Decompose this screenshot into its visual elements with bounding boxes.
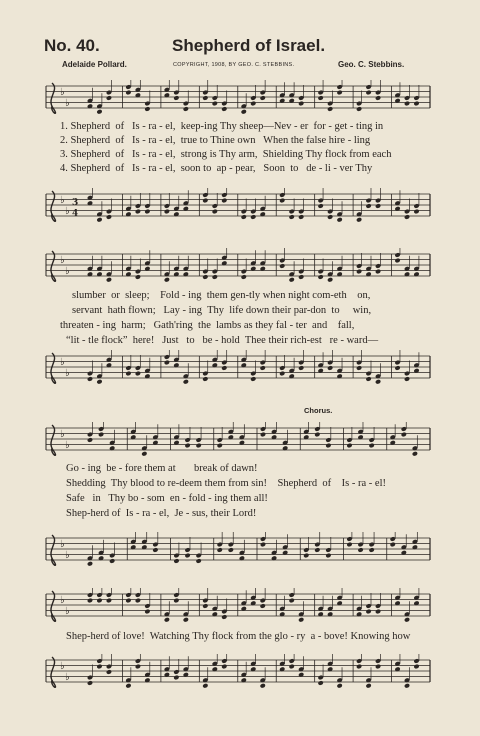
verse-line: servant hath flown; Lay - ing Thy life down their par-don to win,	[72, 305, 372, 316]
copyright-notice: COPYRIGHT, 1908, BY GEO. C. STEBBINS.	[173, 62, 295, 68]
verse-line: Shep-herd of love! Watching Thy flock from the glo - ry a - bove! Knowing how	[66, 631, 411, 642]
svg-text:4: 4	[72, 209, 79, 219]
svg-text:♭: ♭	[60, 255, 65, 266]
verse-line: slumber or sleep; Fold - ing them gen-tly when night com-eth on,	[72, 290, 371, 301]
lyrics-system-4	[0, 631, 480, 656]
lyrics-system-3	[0, 463, 480, 526]
svg-text:♭: ♭	[65, 606, 70, 617]
verse-line: 4. Shepherd of Is - ra - el, soon to ap - pear, Soon to de - li - ver Thy	[60, 163, 373, 174]
hymn-number: No. 40.	[44, 36, 100, 55]
lyrics-system-2	[0, 290, 480, 353]
chorus-label: Chorus.	[304, 406, 333, 415]
verse-line: 1. Shepherd of Is - ra - el, keep-ing Thy sheep—Nev - er for - get - ting in	[60, 121, 384, 132]
hymn-title: Shepherd of Israel.	[172, 36, 326, 55]
svg-text:♭: ♭	[65, 672, 70, 683]
verse-line: 3. Shepherd of Is - ra - el, strong is Thy arm, Shielding Thy flock from each	[60, 149, 392, 160]
music-staff	[0, 350, 480, 386]
music-staff	[0, 422, 480, 458]
music-staff	[0, 588, 480, 624]
svg-text:♭: ♭	[60, 357, 65, 368]
lyricist-credit: Adelaide Pollard.	[62, 60, 127, 69]
svg-text:♭: ♭	[60, 539, 65, 550]
svg-text:♭: ♭	[65, 98, 70, 109]
svg-text:♭: ♭	[60, 195, 65, 206]
verse-line: “lit - tle flock” here! Just to be - hold Thee their rich-est re - ward—	[66, 335, 379, 346]
verse-line: threaten - ing harm; Gath'ring the lambs as they fal - ter and fall,	[60, 320, 355, 331]
verse-line: Shep-herd of Is - ra - el, Je - sus, their Lord!	[66, 508, 257, 519]
hymn-credits	[0, 60, 480, 74]
music-staff	[0, 654, 480, 690]
svg-text:♭: ♭	[65, 368, 70, 379]
svg-text:♭: ♭	[60, 429, 65, 440]
verse-line: 2. Shepherd of Is - ra - el, true to Thine own When the false hire - ling	[60, 135, 371, 146]
svg-text:♭: ♭	[65, 206, 70, 217]
svg-text:♭: ♭	[60, 661, 65, 672]
svg-text:♭: ♭	[60, 595, 65, 606]
music-staff	[0, 532, 480, 568]
music-staff	[0, 80, 480, 116]
svg-text:♭: ♭	[65, 266, 70, 277]
music-staff	[0, 248, 480, 284]
verse-line: Shedding Thy blood to re-deem them from sin! Shepherd of Is - ra - el!	[66, 478, 386, 489]
composer-credit: Geo. C. Stebbins.	[338, 60, 405, 69]
svg-text:3: 3	[72, 198, 79, 208]
verse-line: Safe in Thy bo - som en - fold - ing them all!	[66, 493, 268, 504]
svg-text:♭: ♭	[65, 440, 70, 451]
svg-text:♭: ♭	[60, 87, 65, 98]
music-staff	[0, 188, 480, 224]
lyrics-system-1	[0, 121, 480, 184]
svg-text:♭: ♭	[65, 550, 70, 561]
hymn-header	[0, 34, 480, 56]
verse-line: Go - ing be - fore them at break of dawn!	[66, 463, 258, 474]
